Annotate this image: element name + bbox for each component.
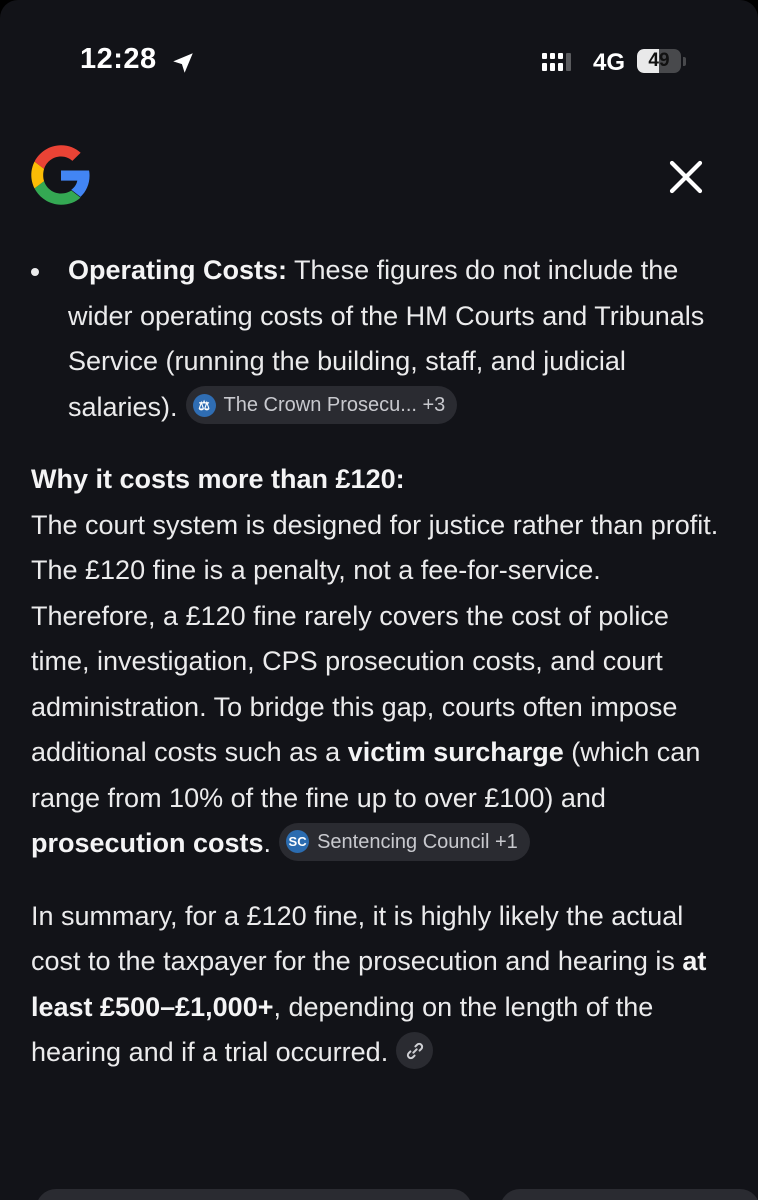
summary-estimate: at least £500–£1,000+ — [31, 946, 707, 1022]
network-type: 4G — [593, 49, 626, 76]
source-chip-label: The Crown Prosecu... +3 — [223, 394, 446, 417]
location-arrow-icon — [170, 50, 196, 76]
bottom-action-pill-2[interactable] — [500, 1189, 758, 1200]
status-time: 12:28 — [80, 43, 157, 75]
victim-surcharge-term: victim surcharge — [347, 737, 564, 767]
why-text-1: The court system is designed for justice rather than profit. The £120 fine is a penalty, not a fee-for-service. Therefore, a £120 fine rarely covers the cost of police time, investigation, CPS prosecution costs, and court administration. To bridge this gap, courts often impose additional costs such as a — [31, 509, 719, 767]
link-button[interactable] — [396, 1032, 433, 1069]
link-icon — [405, 1041, 425, 1061]
google-g-logo — [30, 144, 92, 206]
sentencing-council-icon: SC — [286, 830, 309, 853]
bullet-dot — [31, 268, 39, 276]
bottom-action-pill[interactable] — [36, 1189, 472, 1200]
prosecution-costs-term: prosecution costs — [31, 828, 264, 858]
why-text-3: . — [263, 828, 272, 858]
section-heading: Why it costs more than £120: — [31, 464, 405, 494]
summary-text-1: In summary, for a £120 fine, it is highly likely the actual cost to the taxpayer for the prosecution and hearing is — [31, 900, 684, 976]
source-chip-label: Sentencing Council +1 — [317, 830, 518, 853]
summary-paragraph — [31, 894, 731, 1076]
battery-icon — [637, 49, 685, 75]
crown-prosecution-service-icon: ⚖ — [193, 394, 216, 417]
summary-text-2: , depending on the length of the hearing and if a trial occurred. — [31, 991, 654, 1067]
bullet-heading: Operating Costs: — [68, 255, 288, 285]
close-button[interactable] — [662, 153, 710, 201]
bullet-text: These figures do not include the wider operating costs of the HM Courts and Tribunals Service (running the building, staff, and judicial salaries). — [68, 255, 705, 422]
why-section — [31, 457, 731, 867]
battery-percent: 49 — [648, 50, 670, 71]
overview-content — [31, 248, 731, 1076]
why-text-2: (which can range from 10% of the fine up to over £100) and — [31, 737, 701, 813]
list-item — [31, 248, 731, 430]
source-chip-sentencing-council[interactable] — [279, 823, 530, 861]
source-chip-cps[interactable] — [186, 386, 458, 424]
